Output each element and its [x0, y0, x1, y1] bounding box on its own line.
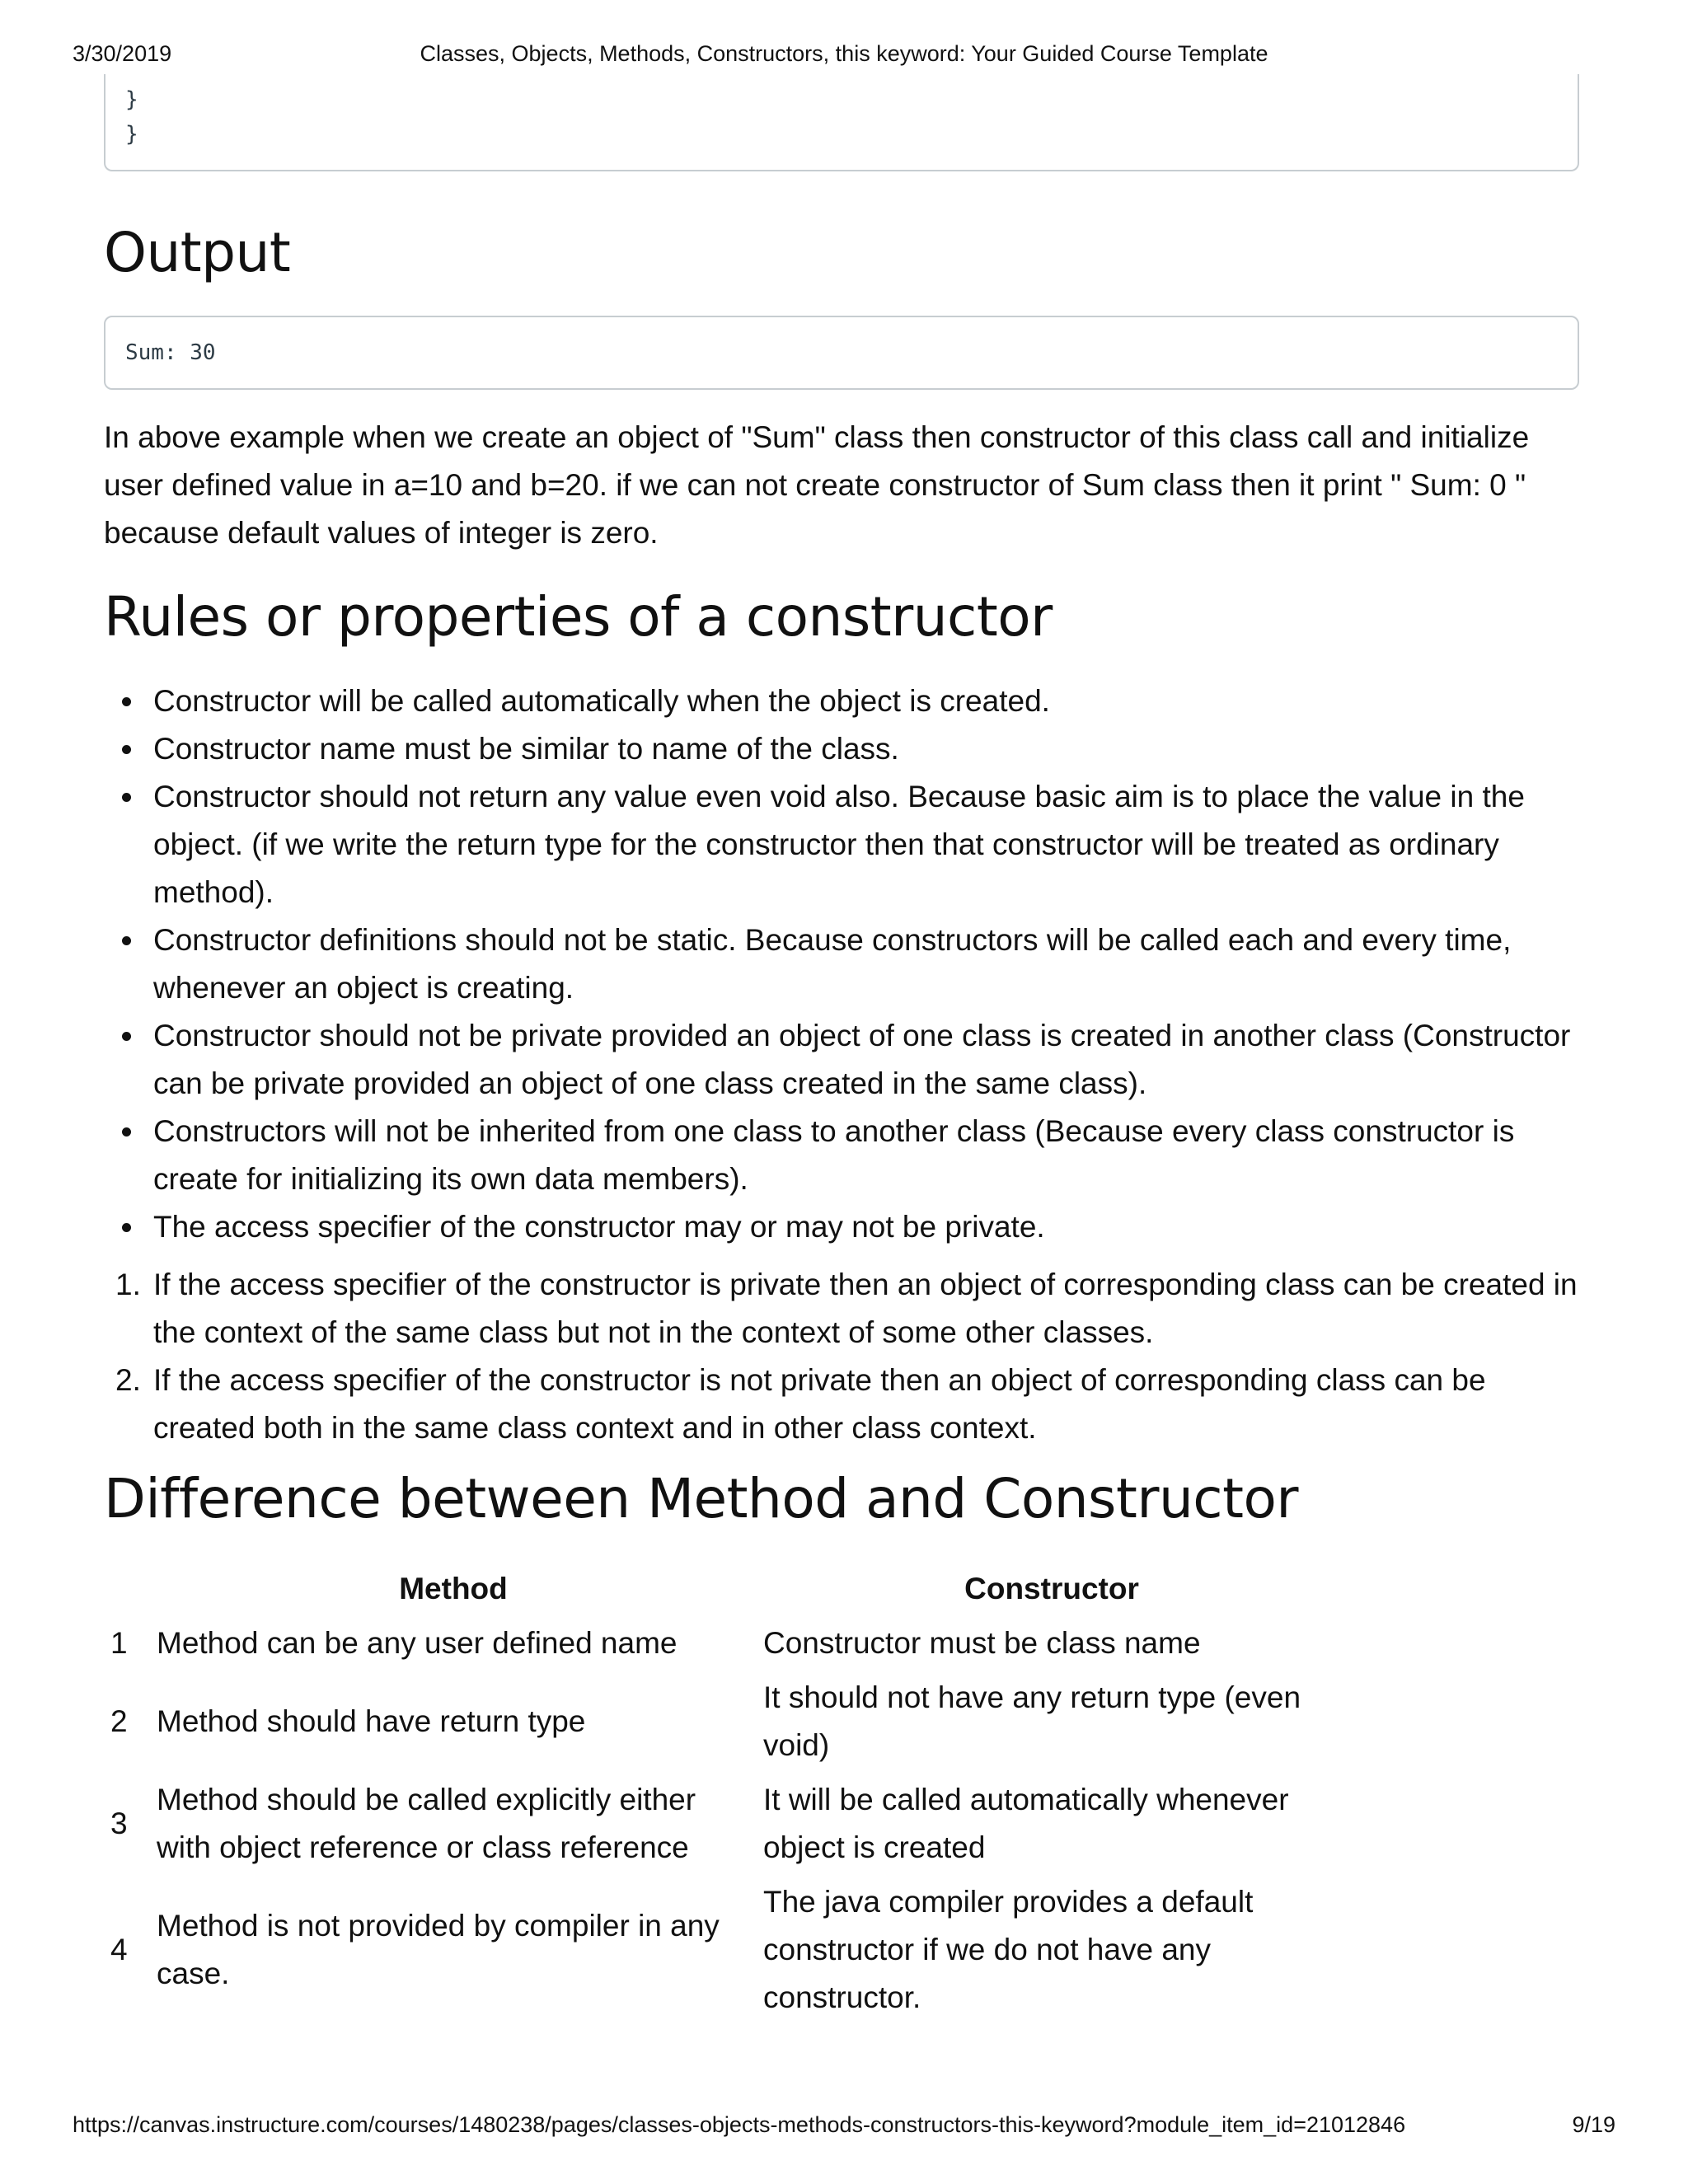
- column-header: Method: [399, 1572, 508, 1605]
- rules-heading: Rules or properties of a constructor: [104, 585, 1053, 649]
- method-cell: Method should be called explicitly either with object reference or class reference: [157, 1783, 696, 1864]
- column-header: [104, 1562, 150, 1616]
- constructor-cell: The java compiler provides a default constructor if we do not have any constructor.: [763, 1885, 1254, 2014]
- code-line: }: [125, 87, 138, 112]
- difference-heading: Difference between Method and Constructor: [104, 1467, 1298, 1530]
- comparison-table: [104, 1562, 1347, 2025]
- output-explanation: In above example when we create an object of "Sum" class then constructor of this class call and initialize user defined value in a=10 and b=20. if we can not create constructor of Sum class then it print " Sum: 0 " because default values of integer is zero.: [104, 420, 1530, 550]
- code-line: }: [125, 122, 138, 147]
- page-number: 9/19: [1572, 2112, 1615, 2137]
- constructor-cell: It will be called automatically whenever object is created: [763, 1783, 1289, 1864]
- list-item: Constructors will not be inherited from one class to another class (Because every class constructor is create for initializing its own data members).: [104, 1108, 1587, 1203]
- list-number: 2.: [115, 1363, 141, 1397]
- output-code-block: [104, 316, 1579, 390]
- row-number: 2: [110, 1704, 128, 1738]
- print-url: https://canvas.instructure.com/courses/1480238/pages/classes-objects-methods-constructors-this-keyword?module_item_id=21012846: [73, 2112, 1406, 2137]
- method-cell: Method should have return type: [157, 1704, 586, 1738]
- rules-numbered-list: [104, 1261, 1587, 1452]
- print-date: 3/30/2019: [73, 41, 172, 66]
- constructor-cell: Constructor must be class name: [763, 1626, 1201, 1660]
- list-item: [104, 1357, 1587, 1452]
- list-item-text: If the access specifier of the constructor is private then an object of corresponding class can be created in the context of the same class but not in the context of some other classes.: [153, 1268, 1578, 1349]
- table-header-row: [104, 1562, 1347, 1616]
- list-item: Constructor should not return any value even void also. Because basic aim is to place the value in the object. (if we write the return type for the constructor then that constructor will be treated as ordinary method).: [104, 773, 1587, 916]
- column-header: Constructor: [964, 1572, 1139, 1605]
- list-item: Constructor name must be similar to name of the class.: [104, 725, 1587, 773]
- list-item: Constructor should not be private provided an object of one class is created in another class (Constructor can be private provided an object of one class created in the same class).: [104, 1012, 1587, 1108]
- list-item: The access specifier of the constructor may or may not be private.: [104, 1203, 1587, 1251]
- output-code-text: Sum: 30: [125, 340, 216, 365]
- output-heading: Output: [104, 221, 291, 284]
- print-page-title: Classes, Objects, Methods, Constructors, this keyword: Your Guided Course Template: [420, 41, 1268, 66]
- row-number: 4: [110, 1933, 128, 1966]
- table-row: [104, 1616, 1347, 1671]
- list-item: Constructor definitions should not be static. Because constructors will be called each and every time, whenever an object is creating.: [104, 916, 1587, 1012]
- row-number: 3: [110, 1807, 128, 1840]
- list-item-text: If the access specifier of the constructor is not private then an object of corresponding class can be created both in the same class context and in other class context.: [153, 1363, 1486, 1445]
- code-block-continuation: [104, 74, 1579, 171]
- method-cell: Method can be any user defined name: [157, 1626, 678, 1660]
- list-number: 1.: [115, 1268, 141, 1301]
- table-row: [104, 1671, 1347, 1773]
- row-number: 1: [110, 1626, 128, 1660]
- method-cell: Method is not provided by compiler in any case.: [157, 1909, 720, 1990]
- list-item: Constructor will be called automatically when the object is created.: [104, 677, 1587, 725]
- table-row: [104, 1875, 1347, 2025]
- list-item: [104, 1261, 1587, 1357]
- rules-bullet-list: [104, 677, 1587, 1251]
- table-row: [104, 1773, 1347, 1875]
- constructor-cell: It should not have any return type (even void): [763, 1680, 1301, 1762]
